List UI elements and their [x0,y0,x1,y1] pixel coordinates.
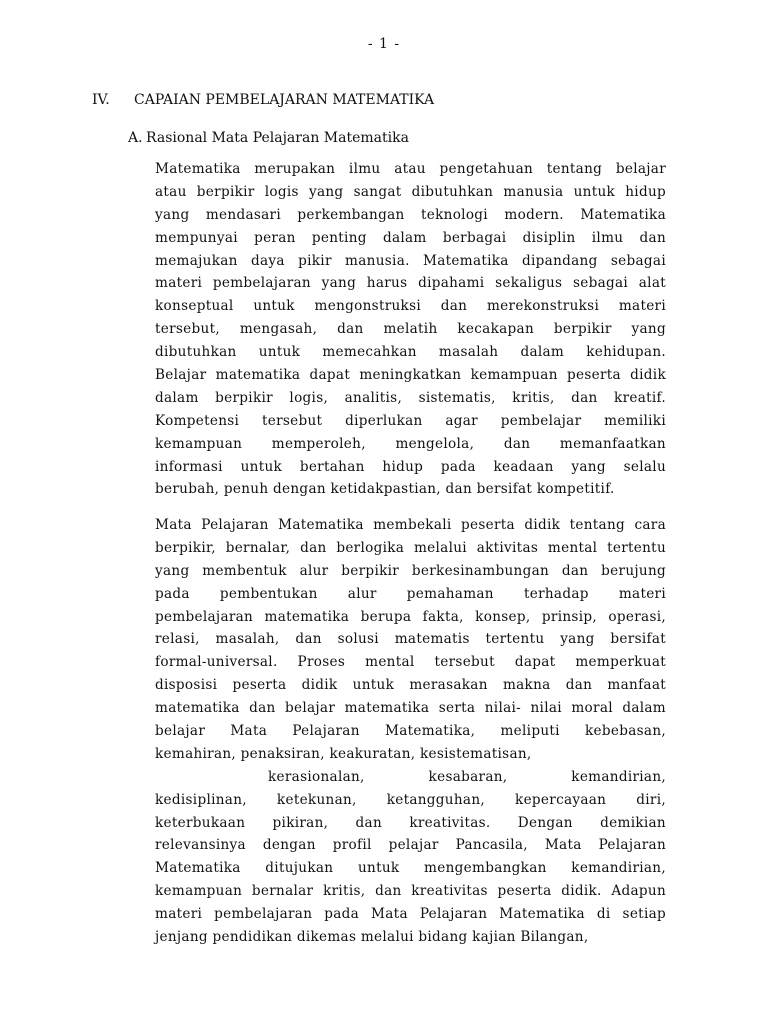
paragraph-line: materi pembelajaran yang harus dipahami sekaligus sebagai alat [155,275,666,292]
subsection-letter: A. [128,130,143,146]
paragraph-line: disposisi peserta didik untuk merasakan makna dan manfaat [155,677,666,694]
paragraph-line: mempunyai peran penting dalam berbagai disiplin ilmu dan [155,229,666,246]
paragraph-line: kemampuan bernalar kritis, dan kreativitas peserta didik. Adapun [155,883,666,900]
paragraph-line: materi pembelajaran pada Mata Pelajaran Matematika di setiap [155,906,666,923]
paragraph-2 [155,514,666,949]
paragraph-line: kedisiplinan, ketekunan, ketangguhan, kepercayaan diri, [155,791,666,808]
paragraph-line: pada pembentukan alur pemahaman terhadap materi [155,585,666,602]
paragraph-line: dibutuhkan untuk memecahkan masalah dalam kehidupan. [155,344,666,361]
paragraph-line: relasi, masalah, dan solusi matematis tertentu yang bersifat [155,631,666,648]
paragraph-line: jenjang pendidikan dikemas melalui bidang kajian Bilangan, [155,929,589,946]
paragraph-1 [155,158,666,501]
paragraph-line: relevansinya dengan profil pelajar Pancasila, Mata Pelajaran [155,837,666,854]
paragraph-line: kerasionalan, kesabaran, kemandirian, [268,768,666,785]
paragraph-line: Mata Pelajaran Matematika membekali peserta didik tentang cara [155,517,666,533]
paragraph-line: memajukan daya pikir manusia. Matematika dipandang sebagai [155,252,666,269]
paragraph-line: belajar Mata Pelajaran Matematika, meliputi kebebasan, [155,723,666,740]
paragraph-line: yang membentuk alur berpikir berkesinambungan dan berujung [155,562,666,579]
subsection-heading [128,130,409,146]
paragraph-line: informasi untuk bertahan hidup pada keadaan yang selalu [155,458,666,475]
paragraph-line: berpikir, bernalar, dan berlogika melalui aktivitas mental tertentu [155,539,666,556]
paragraph-line: Matematika merupakan ilmu atau pengetahuan tentang belajar [155,161,666,177]
paragraph-line: Matematika ditujukan untuk mengembangkan kemandirian, [155,860,666,877]
paragraph-line: kemampuan memperoleh, mengelola, dan memanfaatkan [155,435,666,452]
paragraph-line: atau berpikir logis yang sangat dibutuhkan manusia untuk hidup [155,183,666,200]
section-heading [92,92,434,108]
paragraph-line: matematika dan belajar matematika serta nilai- nilai moral dalam [155,700,666,717]
paragraph-line: Kompetensi tersebut diperlukan agar pembelajar memiliki [155,412,666,429]
paragraph-line: Belajar matematika dapat meningkatkan kemampuan peserta didik [155,367,666,384]
paragraph-line: berubah, penuh dengan ketidakpastian, dan bersifat kompetitif. [155,481,615,498]
paragraph-line: pembelajaran matematika berupa fakta, konsep, prinsip, operasi, [155,608,666,625]
paragraph-line: formal-universal. Proses mental tersebut dapat memperkuat [155,654,666,671]
subsection-title: Rasional Mata Pelajaran Matematika [146,130,409,146]
paragraph-line: keterbukaan pikiran, dan kreativitas. Dengan demikian [155,814,666,831]
paragraph-line: tersebut, mengasah, dan melatih kecakapan berpikir yang [155,321,666,338]
paragraph-line: konseptual untuk mengonstruksi dan merekonstruksi materi [155,298,666,315]
paragraph-line: kemahiran, penaksiran, keakuratan, kesistematisan, [155,745,532,762]
section-number: IV. [92,92,110,108]
page-number: - 1 - [367,36,401,52]
paragraph-line: dalam berpikir logis, analitis, sistematis, kritis, dan kreatif. [155,389,666,406]
section-title: CAPAIAN PEMBELAJARAN MATEMATIKA [134,92,435,108]
paragraph-line: yang mendasari perkembangan teknologi modern. Matematika [155,206,666,223]
